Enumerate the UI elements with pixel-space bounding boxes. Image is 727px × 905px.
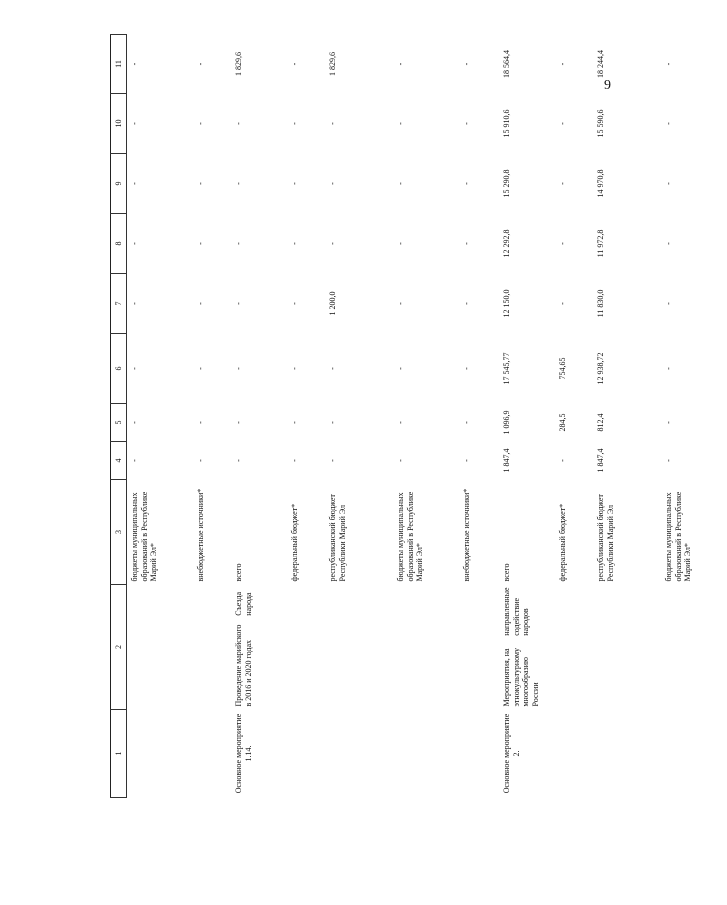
cell-value: - <box>130 242 139 245</box>
cell-object: Основное мероприятие 2. <box>502 713 521 794</box>
column-header: 9 <box>111 154 127 214</box>
cell-value: - <box>290 182 299 185</box>
cell-object <box>325 710 393 798</box>
cell-object <box>193 710 231 798</box>
cell-source: всего <box>234 563 243 582</box>
cell-value: 1 847,4 <box>502 448 511 473</box>
cell-value: - <box>396 459 405 462</box>
column-header: 4 <box>111 442 127 480</box>
cell-value: - <box>462 302 471 305</box>
cell-value: 18 244,4 <box>596 50 605 78</box>
cell-object <box>287 710 325 798</box>
cell-value: 17 545,77 <box>502 352 511 385</box>
cell-value: - <box>462 367 471 370</box>
cell-value: - <box>462 62 471 66</box>
column-header: 8 <box>111 214 127 274</box>
cell-value: 1 096,9 <box>502 410 511 435</box>
cell-value: 1 829,6 <box>234 52 243 76</box>
cell-value: - <box>130 182 139 185</box>
cell-object <box>393 710 459 798</box>
cell-object <box>661 710 727 798</box>
column-header: 6 <box>111 334 127 404</box>
table-row <box>499 35 555 798</box>
cell-value: - <box>234 421 243 424</box>
cell-value: - <box>328 122 337 125</box>
cell-value: - <box>328 242 337 245</box>
cell-value: - <box>130 367 139 370</box>
cell-value: 15 910,6 <box>502 109 511 138</box>
cell-value: - <box>196 62 205 66</box>
cell-value: - <box>196 242 205 245</box>
cell-value: - <box>130 62 139 66</box>
cell-value: - <box>234 459 243 462</box>
cell-value: - <box>196 459 205 462</box>
cell-event <box>459 585 499 710</box>
cell-value: 11 830,0 <box>596 289 605 318</box>
cell-value: - <box>396 367 405 370</box>
cell-value: - <box>664 122 673 125</box>
cell-object <box>127 710 194 798</box>
cell-value: - <box>196 182 205 185</box>
cell-value: - <box>396 421 405 424</box>
cell-value: 12 938,72 <box>596 352 605 385</box>
cell-value: - <box>328 421 337 424</box>
cell-object: Основное мероприятие 1.14. <box>234 713 253 794</box>
cell-value: - <box>290 367 299 370</box>
cell-source: бюджеты муниципальных образований в Республике Марий Эл* <box>130 491 158 582</box>
cell-value: - <box>558 122 567 125</box>
table-row <box>459 35 499 798</box>
table-row <box>661 35 727 798</box>
cell-source: внебюджетные источники* <box>462 488 471 582</box>
cell-value: - <box>664 367 673 370</box>
cell-value: - <box>328 459 337 462</box>
table-row <box>555 35 593 798</box>
cell-value: - <box>462 421 471 424</box>
cell-event <box>593 585 661 710</box>
cell-source: республиканский бюджет Республики Марий Эл <box>328 494 347 582</box>
cell-value: - <box>290 242 299 245</box>
table-header-row <box>111 35 127 798</box>
column-header: 7 <box>111 274 127 334</box>
budget-table <box>110 34 727 798</box>
event-right: Съезда народа <box>234 591 253 616</box>
table-row <box>193 35 231 798</box>
cell-value: 812,4 <box>596 413 605 432</box>
cell-object <box>459 710 499 798</box>
cell-event <box>393 585 459 710</box>
cell-source: всего <box>502 563 511 582</box>
cell-event <box>127 585 194 710</box>
cell-value: 1 829,6 <box>328 52 337 76</box>
cell-value: - <box>558 459 567 462</box>
cell-object <box>593 710 661 798</box>
cell-value: - <box>290 421 299 424</box>
cell-value: - <box>664 182 673 185</box>
cell-event <box>555 585 593 710</box>
cell-value: 754,65 <box>558 357 567 380</box>
cell-value: - <box>130 421 139 424</box>
cell-value: - <box>328 367 337 370</box>
cell-value: - <box>234 367 243 370</box>
cell-value: 12 292,8 <box>502 229 511 258</box>
column-header: 1 <box>111 710 127 798</box>
table-row <box>393 35 459 798</box>
cell-value: - <box>290 302 299 305</box>
cell-value: - <box>196 367 205 370</box>
cell-value: - <box>558 62 567 66</box>
cell-value: 15 590,6 <box>596 109 605 138</box>
table-row <box>593 35 661 798</box>
cell-value: - <box>234 302 243 305</box>
cell-value: - <box>396 62 405 66</box>
cell-value: - <box>196 302 205 305</box>
cell-event <box>325 585 393 710</box>
cell-event <box>231 585 287 710</box>
cell-value: - <box>130 459 139 462</box>
cell-source: бюджеты муниципальных образований в Республике Марий Эл* <box>396 491 424 582</box>
cell-value: - <box>234 122 243 125</box>
event-right: направленные содействие народов <box>502 587 530 636</box>
column-header: 2 <box>111 585 127 710</box>
page-number: 9 <box>604 78 611 93</box>
cell-value: 12 150,0 <box>502 289 511 318</box>
table-row <box>325 35 393 798</box>
cell-value: 14 970,8 <box>596 169 605 198</box>
cell-value: - <box>558 242 567 245</box>
cell-source: бюджеты муниципальных образований в Республике Марий Эл* <box>664 491 692 582</box>
cell-value: - <box>462 459 471 462</box>
cell-value: - <box>396 242 405 245</box>
cell-source: республиканский бюджет Республики Марий Эл <box>596 494 615 582</box>
event-left: Проведение марийского в 2016 и 2020 годах <box>234 624 253 707</box>
table-row <box>231 35 287 798</box>
cell-value: - <box>396 302 405 305</box>
cell-event <box>287 585 325 710</box>
cell-event <box>661 585 727 710</box>
cell-value: - <box>462 242 471 245</box>
event-left: Мероприятия, на этнокультурному многообразию России <box>502 647 540 707</box>
cell-value: - <box>328 182 337 185</box>
column-header: 11 <box>111 35 127 94</box>
cell-value: - <box>558 182 567 185</box>
cell-source: федеральный бюджет* <box>558 503 567 582</box>
cell-value: 11 972,8 <box>596 229 605 258</box>
cell-source: внебюджетные источники* <box>196 488 205 582</box>
column-header: 3 <box>111 480 127 585</box>
cell-value: 15 290,8 <box>502 169 511 198</box>
cell-value: - <box>664 62 673 66</box>
cell-value: 1 847,4 <box>596 448 605 473</box>
cell-value: - <box>234 242 243 245</box>
cell-value: - <box>664 459 673 462</box>
cell-value: - <box>462 122 471 125</box>
cell-value: - <box>130 302 139 305</box>
cell-value: - <box>290 62 299 66</box>
cell-value: 1 200,0 <box>328 291 337 316</box>
table-row <box>287 35 325 798</box>
column-header: 10 <box>111 94 127 154</box>
cell-value: - <box>396 182 405 185</box>
cell-value: 18 564,4 <box>502 50 511 78</box>
cell-value: - <box>558 302 567 305</box>
cell-value: 284,5 <box>558 413 567 432</box>
cell-value: - <box>462 182 471 185</box>
cell-value: - <box>130 122 139 125</box>
cell-value: - <box>290 122 299 125</box>
cell-event <box>193 585 231 710</box>
column-header: 5 <box>111 404 127 442</box>
cell-source: федеральный бюджет* <box>290 503 299 582</box>
cell-value: - <box>396 122 405 125</box>
cell-object <box>555 710 593 798</box>
table-row <box>127 35 194 798</box>
cell-value: - <box>196 122 205 125</box>
cell-event <box>499 585 555 710</box>
cell-value: - <box>664 302 673 305</box>
cell-value: - <box>196 421 205 424</box>
cell-value: - <box>234 182 243 185</box>
cell-value: - <box>664 421 673 424</box>
cell-value: - <box>664 242 673 245</box>
cell-value: - <box>290 459 299 462</box>
